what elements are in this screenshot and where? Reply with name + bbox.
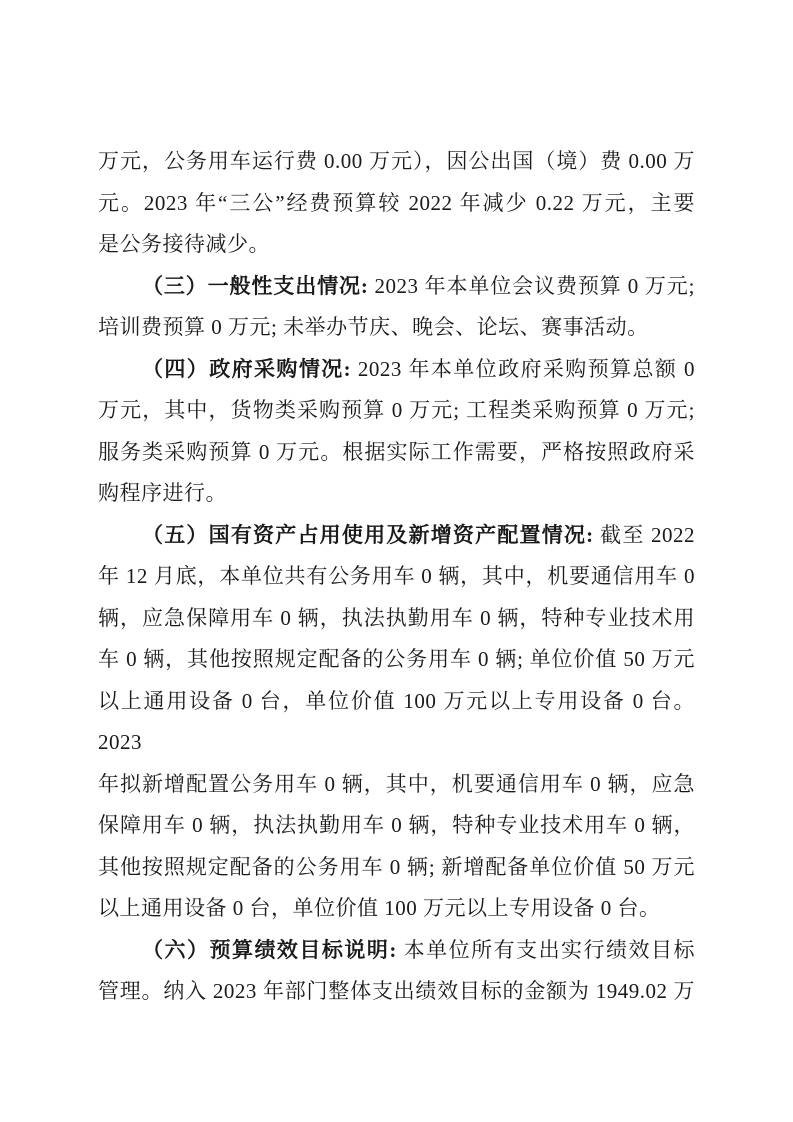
section-heading-state-owned-assets: （五）国有资产占用使用及新增资产配置情况:: [142, 522, 594, 547]
paragraph-government-procurement: [98, 349, 695, 515]
text-run: 截至 2022: [593, 522, 696, 547]
text-line: 元。2023 年“三公”经费预算较 2022 年减少 0.22 万元，主要: [98, 190, 695, 215]
paragraph-state-owned-assets: [98, 515, 695, 930]
text-run: 2023 年本单位政府采购预算总额 0: [351, 356, 695, 381]
section-heading-general-expenditure: （三）一般性支出情况:: [142, 273, 369, 298]
section-heading-budget-performance: （六）预算绩效目标说明:: [142, 937, 397, 962]
text-line: 辆，应急保障用车 0 辆，执法执勤用车 0 辆，特种专业技术用: [98, 605, 695, 630]
text-line: 购程序进行。: [98, 481, 227, 505]
text-line: [98, 930, 695, 972]
text-run: 本单位所有支出实行绩效目标: [396, 937, 696, 962]
text-line: [98, 266, 695, 308]
text-line: 保障用车 0 辆，执法执勤用车 0 辆，特种专业技术用车 0 辆，: [98, 813, 695, 837]
text-line: 服务类采购预算 0 万元。根据实际工作需要，严格按照政府采: [98, 439, 695, 464]
text-line: 培训费预算 0 万元; 未举办节庆、晚会、论坛、赛事活动。: [98, 315, 649, 339]
section-heading-government-procurement: （四）政府采购情况:: [142, 356, 352, 381]
text-line: 年拟新增配置公务用车 0 辆，其中，机要通信用车 0 辆，应急: [98, 771, 695, 796]
text-run: 2023 年本单位会议费预算 0 万元;: [368, 273, 695, 298]
paragraph-general-expenditure: [98, 266, 695, 349]
text-line: 其他按照规定配备的公务用车 0 辆; 新增配备单位价值 50 万元: [98, 854, 695, 879]
text-line: 车 0 辆，其他按照规定配备的公务用车 0 辆; 单位价值 50 万元: [98, 647, 695, 671]
text-line: [98, 515, 695, 557]
text-line: 管理。纳入 2023 年部门整体支出绩效目标的金额为 1949.02 万: [98, 979, 695, 1003]
text-line: 万元，其中，货物类采购预算 0 万元; 工程类采购预算 0 万元;: [98, 398, 695, 422]
text-line: 以上通用设备 0 台，单位价值 100 万元以上专用设备 0 台。: [98, 896, 661, 920]
text-line: 年 12 月底，本单位共有公务用车 0 辆，其中，机要通信用车 0: [98, 564, 695, 588]
text-line: 以上通用设备 0 台，单位价值 100 万元以上专用设备 0 台。2023: [98, 688, 695, 754]
text-line: 是公务接待减少。: [98, 232, 270, 256]
document-body: [98, 141, 695, 1013]
text-line: [98, 349, 695, 391]
paragraph-budget-performance: [98, 930, 695, 1013]
text-line: 万元，公务用车运行费 0.00 万元），因公出国（境）费 0.00 万: [98, 149, 695, 173]
paragraph-three-public-funds-continued: [98, 141, 695, 266]
